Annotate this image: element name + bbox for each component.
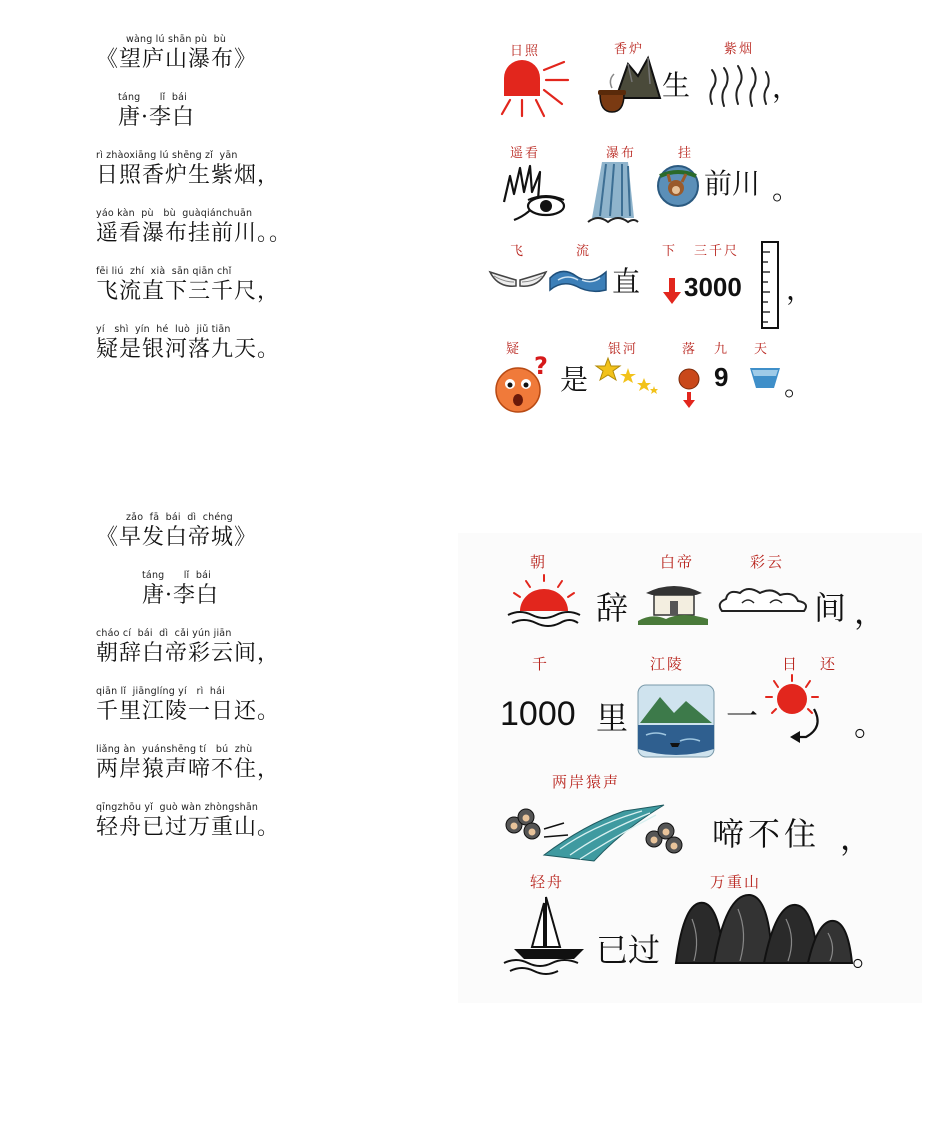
rebus-char: 是 <box>560 363 589 396</box>
poem-line <box>96 744 436 784</box>
rebus-char: 前川 <box>704 167 761 200</box>
poem-line <box>96 686 436 726</box>
rebus-label: 万重山 <box>710 873 762 891</box>
rebus-label: 紫烟 <box>724 42 755 57</box>
rebus-label: 还 <box>820 655 838 673</box>
pinyin: rì zhàoxiāng lú shēng zǐ yān <box>96 150 238 161</box>
verse: 千里江陵一日还。 <box>96 699 281 724</box>
rebus-punct: ， <box>772 71 801 104</box>
rebus-punct: 。 <box>852 935 885 973</box>
palace-icon <box>638 577 708 625</box>
rebus-punct: ， <box>840 819 873 857</box>
ruler-icon <box>760 240 782 332</box>
rebus-char: 间 <box>814 589 847 627</box>
monkey-hanging-icon <box>656 164 700 208</box>
rebus-label: 江陵 <box>650 655 685 673</box>
poem-2-author <box>96 570 436 610</box>
rebus-label: 日照 <box>510 44 541 59</box>
verse: 朝辞白帝彩云间， <box>96 641 281 666</box>
rebus-char: 已过 <box>596 931 661 969</box>
rebus-label: 遥看 <box>510 146 541 161</box>
rebus-label: 朝 <box>530 553 548 571</box>
smoke-icon <box>706 64 772 108</box>
verse: 两岸猿声啼不住， <box>96 757 281 782</box>
rebus-number: 9 <box>714 362 729 392</box>
rebus-punct: 。 <box>854 705 887 743</box>
mountains-icon <box>674 889 854 965</box>
rebus-char: 啼不住 <box>712 815 821 853</box>
verse: 日照香炉生紫烟， <box>96 163 281 188</box>
falling-ball-icon <box>678 368 700 410</box>
rebus-number: 3000 <box>684 272 742 302</box>
pinyin: táng lǐ bái <box>118 92 187 103</box>
rebus-punct: 。 <box>784 369 813 402</box>
pinyin: qiān lǐ jiānglíng yí rì hái <box>96 686 225 697</box>
rebus-label: 瀑布 <box>606 146 637 161</box>
poem-2-text <box>96 512 436 860</box>
incense-burner-mountain-icon <box>598 54 662 116</box>
rebus-char: 一 <box>726 697 759 735</box>
rebus-label: 天 <box>754 342 770 357</box>
author: 唐·李白 <box>142 583 219 608</box>
rebus-label: 日 <box>782 655 800 673</box>
sailboat-icon <box>502 893 588 973</box>
pinyin: wàng lú shān pù bù <box>126 34 227 45</box>
rebus-label: 流 <box>576 244 592 259</box>
rebus-label: 彩云 <box>750 553 785 571</box>
poem-1-text <box>96 34 436 382</box>
rebus-punct: ， <box>786 273 815 306</box>
poem-line <box>96 324 436 364</box>
rebus-label: 白帝 <box>660 553 695 571</box>
rebus-label: 下 <box>662 244 678 259</box>
pinyin: fēi liú zhí xià sān qiān chǐ <box>96 266 232 277</box>
rebus-panel-1 <box>466 14 860 436</box>
poem-line <box>96 208 436 248</box>
poem-title: 《早发白帝城》 <box>96 525 258 550</box>
hand-eye-icon <box>500 162 566 224</box>
rising-sun-icon <box>506 571 582 629</box>
poem-line <box>96 266 436 306</box>
rebus-label: 千 <box>532 655 550 673</box>
verse: 遥看瀑布挂前川。。 <box>96 221 293 246</box>
poem-title: 《望庐山瀑布》 <box>96 47 258 72</box>
poem-line <box>96 150 436 190</box>
poem-1-author <box>96 92 436 132</box>
rebus-label: 挂 <box>678 146 694 161</box>
monkeys-river-icon <box>504 805 700 869</box>
down-arrow-icon <box>662 276 682 306</box>
poem-1-title <box>96 34 436 74</box>
pinyin: táng lǐ bái <box>142 570 211 581</box>
svg-text:?: ? <box>534 352 548 380</box>
rebus-number: 1000 <box>500 695 576 733</box>
rebus-label: 轻舟 <box>530 873 565 891</box>
rebus-char: 直 <box>612 265 641 298</box>
rebus-label: 落 <box>682 342 698 357</box>
stars-icon <box>596 356 660 396</box>
rebus-punct: ， <box>854 593 887 631</box>
pinyin: yáo kàn pù bù guàqiánchuān <box>96 208 253 219</box>
rebus-panel-2 <box>458 533 922 1003</box>
rebus-label: 九 <box>714 342 730 357</box>
rebus-char: 生 <box>662 69 691 102</box>
pinyin: cháo cí bái dì cǎi yún jiān <box>96 628 232 639</box>
flowing-water-icon <box>548 264 608 294</box>
rebus-char: 辞 <box>596 589 629 627</box>
rebus-punct: 。 <box>772 173 801 206</box>
sun-icon <box>500 58 570 116</box>
rebus-label: 银河 <box>608 342 639 357</box>
pinyin: yí shì yín hé luò jiǔ tiān <box>96 324 231 335</box>
author: 唐·李白 <box>118 105 195 130</box>
poem-line <box>96 628 436 668</box>
poem-line <box>96 802 436 842</box>
verse: 飞流直下三千尺， <box>96 279 281 304</box>
pinyin: zǎo fā bái dì chéng <box>126 512 233 523</box>
pinyin: liǎng àn yuánshēng tí bú zhù <box>96 744 253 755</box>
sun-return-icon <box>764 673 824 747</box>
sky-icon <box>748 366 782 390</box>
verse: 轻舟已过万重山。 <box>96 815 281 840</box>
river-mountain-icon <box>636 683 716 759</box>
poem-2-title <box>96 512 436 552</box>
rebus-label: 香炉 <box>614 42 645 57</box>
rebus-label: 飞 <box>510 244 526 259</box>
verse: 疑是银河落九天。 <box>96 337 281 362</box>
rebus-label: 疑 <box>506 342 522 357</box>
wings-icon <box>488 262 548 294</box>
waterfall-icon <box>588 160 638 228</box>
confused-face-icon <box>494 354 552 416</box>
rebus-label: 三千尺 <box>694 244 740 259</box>
pinyin: qīngzhōu yǐ guò wàn zhòngshān <box>96 802 259 813</box>
rebus-char: 里 <box>596 699 629 737</box>
rebus-label: 两岸猿声 <box>552 773 621 791</box>
cloud-icon <box>716 585 812 617</box>
